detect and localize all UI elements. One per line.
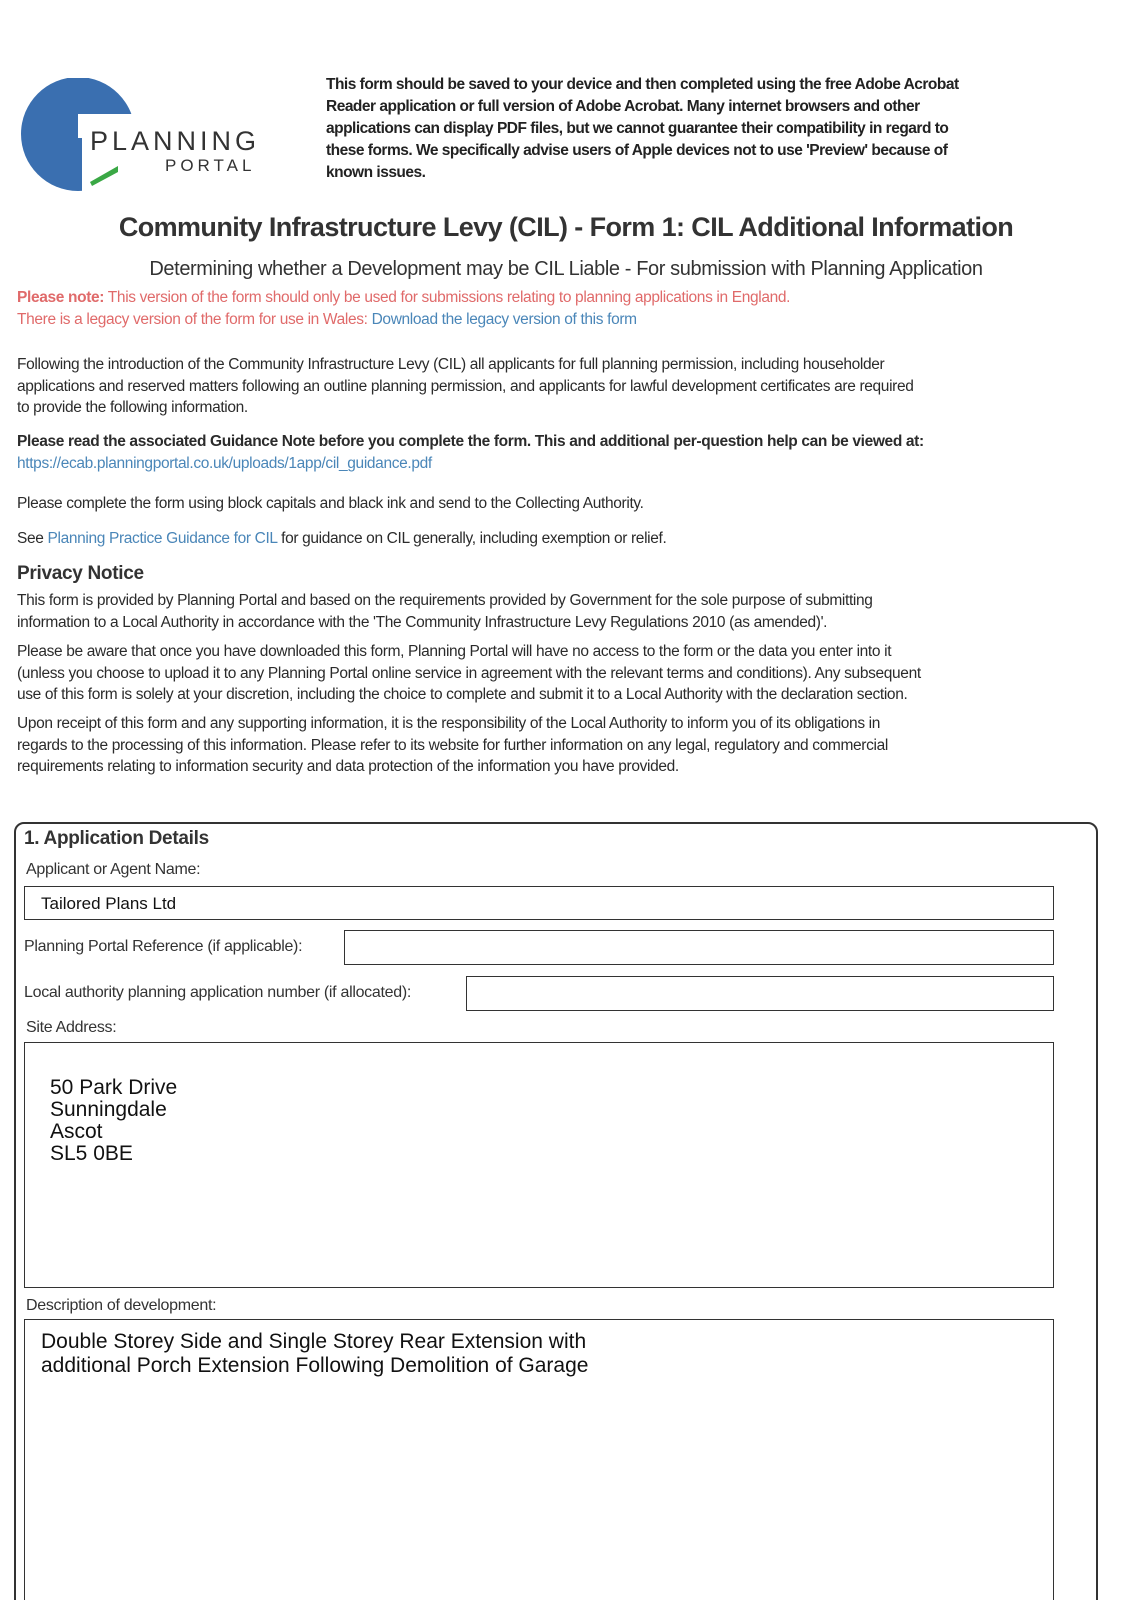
- applicant-name-input[interactable]: [24, 886, 1054, 920]
- para-line: Following the introduction of the Community Infrastructure Levy (CIL) all applicants for full planning permission, including householder: [17, 356, 885, 373]
- page-subtitle: Determining whether a Development may be CIL Liable - For submission with Planning Application: [149, 258, 983, 280]
- see-suffix: for guidance on CIL generally, including exemption or relief.: [281, 530, 667, 547]
- notice-line2: There is a legacy version of the form for use in Wales:: [17, 310, 368, 328]
- planning-portal-logo: [20, 78, 280, 193]
- ppg-cil-link[interactable]: Planning Practice Guidance for CIL: [47, 530, 278, 547]
- legacy-form-link[interactable]: Download the legacy version of this form: [371, 310, 637, 328]
- notice: [17, 287, 790, 330]
- site-address-input[interactable]: [24, 1042, 1054, 1288]
- privacy-line: (unless you choose to upload it to any Planning Portal online service in agreement with the relevant terms and conditions). Any subsequent: [17, 664, 921, 682]
- intro-line: known issues.: [326, 164, 426, 181]
- description-line: Double Storey Side and Single Storey Rear Extension with: [41, 1330, 587, 1353]
- logo-planning: PLANNING: [90, 126, 261, 156]
- privacy-line: use of this form is solely at your discretion, including the choice to complete and submit it to a Local Authority with the declaration section.: [17, 686, 908, 703]
- intro-line: applications can display PDF files, but we cannot guarantee their compatibility in regard to: [326, 120, 949, 137]
- see-prefix: See: [17, 530, 44, 547]
- privacy-line: Please be aware that once you have downloaded this form, Planning Portal will have no access to the form or the data you enter into it: [17, 643, 892, 660]
- la-number-label: Local authority planning application number (if allocated):: [24, 984, 411, 1001]
- intro-paragraph: [17, 354, 914, 419]
- description-line: additional Porch Extension Following Demolition of Garage: [41, 1354, 589, 1377]
- application-details-section: [14, 822, 1098, 1600]
- para-line: applications and reserved matters following an outline planning permission, and applicants for lawful development certificates are required: [17, 377, 914, 395]
- address-line: Ascot: [50, 1120, 103, 1143]
- intro-line: Reader application or full version of Adobe Acrobat. Many internet browsers and other: [326, 98, 920, 115]
- description-input[interactable]: [24, 1319, 1054, 1600]
- ppref-label: Planning Portal Reference (if applicable):: [24, 938, 303, 955]
- privacy-line: This form is provided by Planning Portal and based on the requirements provided by Government for the sole purpose of submitting: [17, 592, 873, 609]
- ppref-input[interactable]: [344, 930, 1054, 965]
- privacy-line: requirements relating to information security and data protection of the information you have provided.: [17, 758, 679, 775]
- site-address-value: [50, 1077, 177, 1165]
- privacy-p1: [17, 590, 873, 633]
- site-address-label: Site Address:: [26, 1019, 117, 1036]
- address-line: Sunningdale: [50, 1098, 167, 1121]
- la-number-input[interactable]: [466, 976, 1054, 1011]
- privacy-line: information to a Local Authority in accordance with the 'The Community Infrastructure Levy Regulations 2010 (as amended)'.: [17, 613, 828, 631]
- logo-portal: PORTAL: [165, 156, 256, 175]
- description-label: Description of development:: [26, 1297, 217, 1314]
- page-title: Community Infrastructure Levy (CIL) - Form 1: CIL Additional Information: [118, 212, 1014, 242]
- applicant-name-value: Tailored Plans Ltd: [41, 894, 177, 913]
- guidance-paragraph: [17, 431, 924, 474]
- intro-line: these forms. We specifically advise users of Apple devices not to use 'Preview' because of: [326, 142, 948, 159]
- section-heading: 1. Application Details: [24, 828, 209, 849]
- notice-label: Please note:: [17, 289, 105, 306]
- para-line: to provide the following information.: [17, 399, 248, 416]
- guidance-link[interactable]: https://ecab.planningportal.co.uk/uploads/1app/cil_guidance.pdf: [17, 454, 432, 472]
- notice-line1: This version of the form should only be used for submissions relating to planning applications in England.: [104, 289, 791, 306]
- privacy-line: regards to the processing of this information. Please refer to its website for further information on any legal, regulatory and commercial: [17, 736, 888, 754]
- intro-text: [326, 74, 959, 184]
- applicant-label: Applicant or Agent Name:: [26, 861, 201, 878]
- privacy-line: Upon receipt of this form and any supporting information, it is the responsibility of the Local Authority to inform you of its obligations in: [17, 715, 881, 732]
- guidance-text: Please read the associated Guidance Note before you complete the form. This and additional per-question help can be viewed at:: [17, 433, 924, 450]
- privacy-p3: [17, 713, 888, 778]
- see-guidance: [17, 528, 666, 550]
- intro-line: This form should be saved to your device and then completed using the free Adobe Acrobat: [326, 76, 959, 93]
- privacy-heading: Privacy Notice: [17, 563, 144, 584]
- block-capitals-note: Please complete the form using block capitals and black ink and send to the Collecting Authority.: [17, 495, 644, 512]
- description-value: [41, 1330, 588, 1378]
- address-line: 50 Park Drive: [50, 1076, 178, 1099]
- privacy-p2: [17, 641, 921, 706]
- address-line: SL5 0BE: [50, 1142, 133, 1165]
